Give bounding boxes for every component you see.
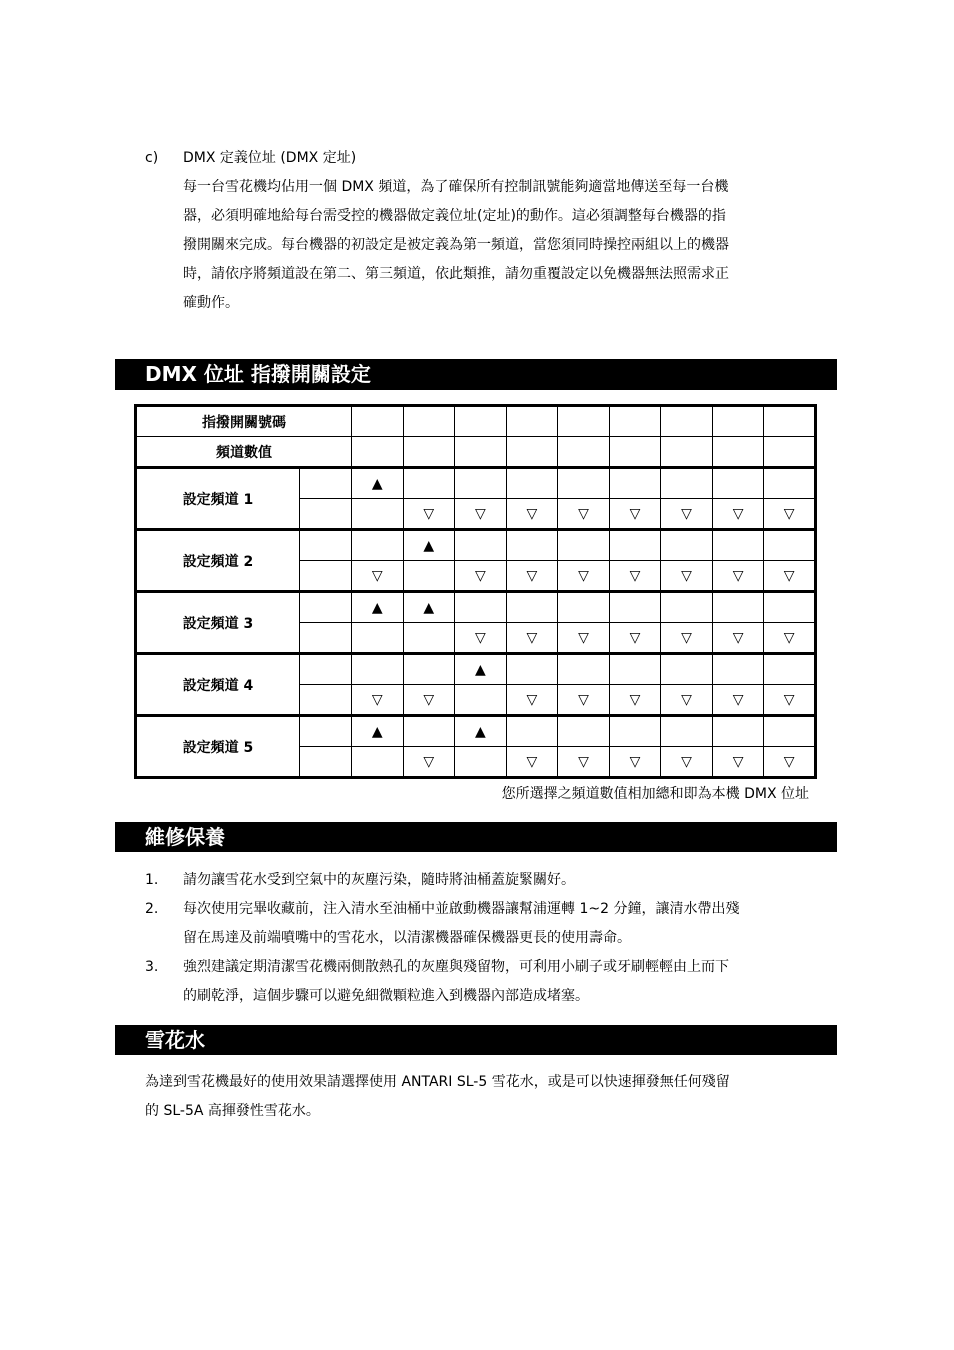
- table-cell: [558, 592, 610, 623]
- switch-down-mark: ▽: [764, 561, 816, 592]
- table-cell: [403, 406, 455, 437]
- header-switch-number: 指撥開關號碼: [136, 406, 352, 437]
- table-cell: [506, 592, 558, 623]
- table-cell: [712, 437, 764, 468]
- table-cell: [403, 468, 455, 499]
- table-cell: [661, 406, 713, 437]
- table-cell: [352, 530, 404, 561]
- table-cell: [609, 654, 661, 685]
- switch-down-mark: ▽: [558, 499, 610, 530]
- switch-down-mark: ▽: [661, 561, 713, 592]
- table-cell: [661, 437, 713, 468]
- paragraph-line: 確動作。: [183, 295, 239, 311]
- table-cell: [506, 716, 558, 747]
- list-item: [183, 953, 729, 1011]
- switch-down-mark: ▽: [558, 561, 610, 592]
- table-cell: [352, 499, 404, 530]
- table-cell: [300, 592, 352, 623]
- table-cell: [609, 716, 661, 747]
- list-item: [183, 895, 739, 953]
- list-item-number: 2.: [145, 901, 159, 917]
- switch-down-mark: ▽: [352, 685, 404, 716]
- switch-down-mark: ▽: [661, 747, 713, 778]
- table-cell: [764, 716, 816, 747]
- table-cell: [712, 716, 764, 747]
- channel-up-row: [136, 716, 816, 747]
- table-cell: [558, 437, 610, 468]
- table-cell: [300, 685, 352, 716]
- table-cell: [661, 530, 713, 561]
- table-cell: [712, 530, 764, 561]
- fluid-title: 雪花水: [115, 1025, 837, 1055]
- switch-down-mark: ▽: [764, 685, 816, 716]
- table-header-row: [136, 437, 816, 468]
- table-header-row: [136, 406, 816, 437]
- table-cell: [558, 468, 610, 499]
- table-cell: [609, 406, 661, 437]
- table-cell: [764, 592, 816, 623]
- table-cell: [352, 406, 404, 437]
- table-cell: [764, 530, 816, 561]
- switch-down-mark: ▽: [506, 561, 558, 592]
- switch-up-mark: ▲: [403, 592, 455, 623]
- switch-down-mark: ▽: [506, 623, 558, 654]
- switch-down-mark: ▽: [558, 747, 610, 778]
- channel-up-row: [136, 654, 816, 685]
- list-item-line: 請勿讓雪花水受到空氣中的灰塵污染，隨時將油桶蓋旋緊關好。: [183, 872, 575, 888]
- header-channel-value: 頻道數值: [136, 437, 352, 468]
- list-item-line: 的刷乾淨，這個步驟可以避免細微顆粒進入到機器內部造成堵塞。: [183, 988, 589, 1004]
- dmx-paragraph: [183, 173, 729, 318]
- table-cell: [712, 592, 764, 623]
- table-cell: [506, 406, 558, 437]
- channel-label: 設定頻道 2: [136, 530, 300, 592]
- switch-down-mark: ▽: [764, 499, 816, 530]
- table-cell: [764, 468, 816, 499]
- table-cell: [558, 530, 610, 561]
- switch-down-mark: ▽: [609, 685, 661, 716]
- table-cell: [661, 468, 713, 499]
- table-cell: [300, 623, 352, 654]
- channel-up-row: [136, 592, 816, 623]
- switch-down-mark: ▽: [609, 747, 661, 778]
- table-cell: [712, 654, 764, 685]
- table-cell: [300, 499, 352, 530]
- table-cell: [609, 437, 661, 468]
- dip-section-title: DMX 位址 指撥開關設定: [115, 359, 837, 390]
- table-cell: [300, 530, 352, 561]
- table-cell: [661, 592, 713, 623]
- table-cell: [455, 437, 507, 468]
- table-cell: [352, 437, 404, 468]
- table-cell: [455, 747, 507, 778]
- switch-down-mark: ▽: [352, 561, 404, 592]
- switch-down-mark: ▽: [506, 747, 558, 778]
- table-cell: [558, 716, 610, 747]
- switch-up-mark: ▲: [352, 468, 404, 499]
- switch-up-mark: ▲: [455, 654, 507, 685]
- channel-label: 設定頻道 5: [136, 716, 300, 778]
- table-cell: [403, 716, 455, 747]
- table-cell: [455, 592, 507, 623]
- dip-switch-table: [134, 404, 817, 779]
- table-cell: [558, 654, 610, 685]
- table-cell: [506, 437, 558, 468]
- list-item-line: 每次使用完畢收藏前，注入清水至油桶中並啟動機器讓幫浦運轉 1~2 分鐘，讓清水帶出殘: [183, 901, 740, 917]
- switch-down-mark: ▽: [764, 747, 816, 778]
- switch-down-mark: ▽: [455, 561, 507, 592]
- table-cell: [300, 561, 352, 592]
- table-cell: [764, 406, 816, 437]
- table-note: 您所選擇之頻道數值相加總和即為本機 DMX 位址: [501, 786, 809, 802]
- table-cell: [300, 468, 352, 499]
- paragraph-line: 為達到雪花機最好的使用效果請選擇使用 ANTARI SL-5 雪花水，或是可以快速揮發無任何殘留: [145, 1074, 730, 1090]
- section-marker: c): [145, 150, 159, 166]
- table-cell: [506, 468, 558, 499]
- table-cell: [352, 654, 404, 685]
- table-cell: [455, 685, 507, 716]
- switch-up-mark: ▲: [352, 716, 404, 747]
- table-cell: [300, 747, 352, 778]
- table-cell: [609, 592, 661, 623]
- switch-down-mark: ▽: [712, 685, 764, 716]
- table-cell: [403, 623, 455, 654]
- switch-down-mark: ▽: [455, 499, 507, 530]
- switch-down-mark: ▽: [609, 561, 661, 592]
- table-cell: [455, 530, 507, 561]
- table-cell: [300, 716, 352, 747]
- table-cell: [712, 468, 764, 499]
- switch-down-mark: ▽: [712, 499, 764, 530]
- switch-down-mark: ▽: [558, 623, 610, 654]
- switch-down-mark: ▽: [712, 747, 764, 778]
- table-cell: [712, 406, 764, 437]
- table-cell: [403, 561, 455, 592]
- channel-up-row: [136, 530, 816, 561]
- list-item-number: 1.: [145, 872, 159, 888]
- table-cell: [661, 716, 713, 747]
- dmx-heading: DMX 定義位址 (DMX 定址): [183, 150, 357, 166]
- fluid-paragraph: [145, 1068, 730, 1126]
- table-cell: [352, 623, 404, 654]
- table-cell: [609, 468, 661, 499]
- switch-up-mark: ▲: [352, 592, 404, 623]
- table-cell: [661, 654, 713, 685]
- paragraph-line: 撥開關來完成。每台機器的初設定是被定義為第一頻道，當您須同時操控兩組以上的機器: [183, 237, 729, 253]
- switch-down-mark: ▽: [764, 623, 816, 654]
- table-cell: [506, 654, 558, 685]
- channel-up-row: [136, 468, 816, 499]
- paragraph-line: 每一台雪花機均佔用一個 DMX 頻道，為了確保所有控制訊號能夠適當地傳送至每一台機: [183, 179, 729, 195]
- table-cell: [300, 654, 352, 685]
- list-item: [183, 866, 575, 895]
- list-item-number: 3.: [145, 959, 159, 975]
- paragraph-line: 的 SL-5A 高揮發性雪花水。: [145, 1103, 320, 1119]
- switch-up-mark: ▲: [403, 530, 455, 561]
- switch-down-mark: ▽: [506, 499, 558, 530]
- table-cell: [506, 530, 558, 561]
- switch-down-mark: ▽: [609, 623, 661, 654]
- switch-down-mark: ▽: [661, 685, 713, 716]
- switch-down-mark: ▽: [712, 623, 764, 654]
- switch-down-mark: ▽: [403, 747, 455, 778]
- table-cell: [764, 437, 816, 468]
- switch-down-mark: ▽: [506, 685, 558, 716]
- switch-down-mark: ▽: [558, 685, 610, 716]
- paragraph-line: 器，必須明確地給每台需受控的機器做定義位址(定址)的動作。這必須調整每台機器的指: [183, 208, 726, 224]
- channel-label: 設定頻道 4: [136, 654, 300, 716]
- table-cell: [609, 530, 661, 561]
- table-cell: [764, 654, 816, 685]
- table-cell: [455, 468, 507, 499]
- channel-label: 設定頻道 3: [136, 592, 300, 654]
- switch-up-mark: ▲: [455, 716, 507, 747]
- maintenance-title: 維修保養: [115, 822, 837, 852]
- switch-down-mark: ▽: [661, 623, 713, 654]
- table-cell: [455, 406, 507, 437]
- table-cell: [558, 406, 610, 437]
- switch-down-mark: ▽: [609, 499, 661, 530]
- table-cell: [403, 654, 455, 685]
- channel-label: 設定頻道 1: [136, 468, 300, 530]
- switch-down-mark: ▽: [455, 623, 507, 654]
- list-item-line: 留在馬達及前端噴嘴中的雪花水，以清潔機器確保機器更長的使用壽命。: [183, 930, 631, 946]
- switch-down-mark: ▽: [661, 499, 713, 530]
- switch-down-mark: ▽: [403, 685, 455, 716]
- paragraph-line: 時，請依序將頻道設在第二、第三頻道，依此類推，請勿重覆設定以免機器無法照需求正: [183, 266, 729, 282]
- table-cell: [403, 437, 455, 468]
- switch-down-mark: ▽: [403, 499, 455, 530]
- list-item-line: 強烈建議定期清潔雪花機兩側散熱孔的灰塵與殘留物，可利用小刷子或牙刷輕輕由上而下: [183, 959, 729, 975]
- switch-down-mark: ▽: [712, 561, 764, 592]
- table-cell: [352, 747, 404, 778]
